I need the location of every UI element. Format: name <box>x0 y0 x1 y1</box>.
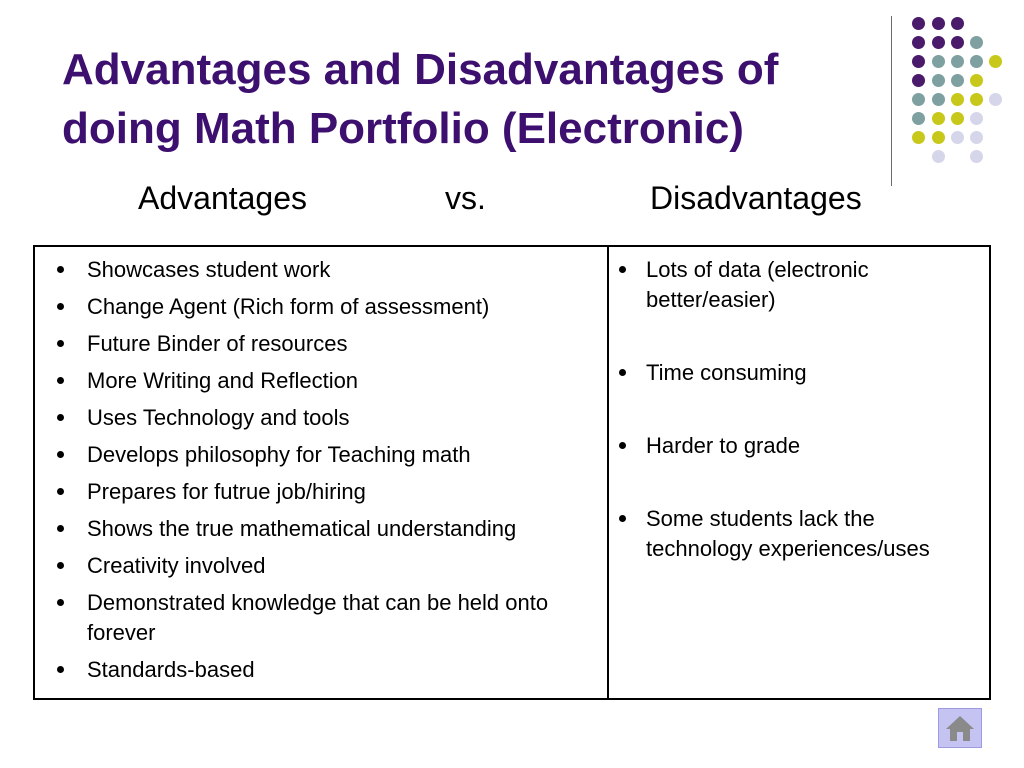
list-item: Showcases student work <box>45 255 597 285</box>
dot <box>912 93 925 106</box>
dot <box>932 74 945 87</box>
dot <box>932 36 945 49</box>
dot <box>970 112 983 125</box>
dot <box>912 112 925 125</box>
dot <box>932 93 945 106</box>
list-item: Harder to grade <box>619 431 979 461</box>
slide-title: Advantages and Disadvantages of doing Math Portfolio (Electronic) <box>62 45 779 153</box>
subtitle-vs: vs. <box>445 180 486 216</box>
advantages-cell <box>34 246 608 699</box>
list-item: Develops philosophy for Teaching math <box>45 440 597 470</box>
subtitle-advantages: Advantages <box>138 180 308 216</box>
table-row <box>34 246 990 699</box>
dot <box>932 112 945 125</box>
dot <box>951 93 964 106</box>
dot <box>970 36 983 49</box>
dot <box>912 36 925 49</box>
dot <box>970 131 983 144</box>
dot <box>951 112 964 125</box>
list-item: Time consuming <box>619 358 979 388</box>
home-button[interactable] <box>938 708 982 748</box>
list-item: Shows the true mathematical understanding <box>45 514 597 544</box>
list-item: Uses Technology and tools <box>45 403 597 433</box>
list-item: Change Agent (Rich form of assessment) <box>45 292 597 322</box>
dot <box>951 55 964 68</box>
list-item: Demonstrated knowledge that can be held onto forever <box>45 588 597 648</box>
comparison-table <box>33 245 991 700</box>
dot <box>932 55 945 68</box>
dot <box>951 74 964 87</box>
dot <box>970 93 983 106</box>
list-item: Prepares for futrue job/hiring <box>45 477 597 507</box>
dot <box>912 74 925 87</box>
subtitle-disadvantages: Disadvantages <box>650 180 862 216</box>
dot <box>932 17 945 30</box>
list-item: More Writing and Reflection <box>45 366 597 396</box>
dot <box>970 74 983 87</box>
dot <box>951 17 964 30</box>
list-item: Creativity involved <box>45 551 597 581</box>
dot <box>951 36 964 49</box>
list-item: Lots of data (electronic better/easier) <box>619 255 979 315</box>
advantages-list <box>45 255 597 685</box>
dot <box>932 150 945 163</box>
dot <box>912 131 925 144</box>
disadvantages-cell <box>608 246 990 699</box>
home-icon <box>945 714 975 742</box>
title-divider <box>891 16 892 186</box>
dot <box>989 93 1002 106</box>
dot <box>970 55 983 68</box>
list-item: Some students lack the technology experiences/uses <box>619 504 979 564</box>
disadvantages-list <box>619 255 979 564</box>
dot <box>989 55 1002 68</box>
list-item: Standards-based <box>45 655 597 685</box>
dot <box>912 55 925 68</box>
list-item: Future Binder of resources <box>45 329 597 359</box>
dot <box>912 17 925 30</box>
dot <box>970 150 983 163</box>
dot <box>951 131 964 144</box>
dot <box>932 131 945 144</box>
